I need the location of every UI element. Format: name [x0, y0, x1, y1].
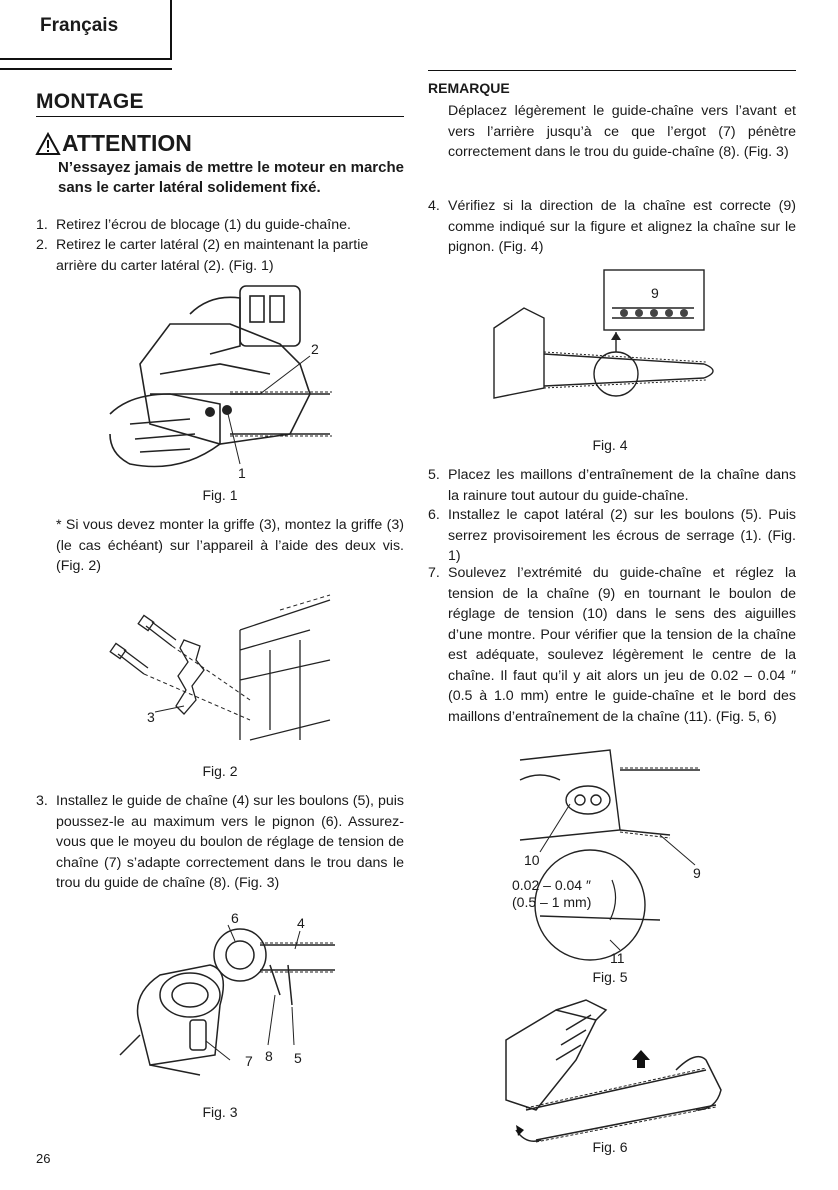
step-5 [428, 465, 796, 506]
fig4-illustration [494, 268, 724, 418]
step-text: Installez le capot latéral (2) sur les boulons (5). Puis serrez provisoirement les écrous de serrage (1). (Fig. 1) [448, 507, 796, 564]
remarque-title: REMARQUE [428, 80, 510, 96]
header-rule [0, 68, 172, 70]
step-number: 6. [428, 507, 440, 523]
section-rule [36, 116, 404, 117]
step-text: Retirez l’écrou de blocage (1) du guide-chaîne. [56, 217, 351, 233]
warning-triangle-icon [36, 133, 60, 155]
step-7 [428, 563, 796, 727]
attention-text: N’essayez jamais de mettre le moteur en marche sans le carter latéral solidement fixé. [58, 159, 404, 196]
fig6-illustration [496, 1000, 732, 1160]
fig2-caption: Fig. 2 [202, 763, 238, 779]
fig4-label-9: 9 [651, 285, 659, 301]
fig6-caption: Fig. 6 [592, 1139, 628, 1155]
attention-title: ATTENTION [62, 130, 192, 156]
fig5-label-9: 9 [693, 865, 701, 881]
step-number: 7. [428, 565, 440, 581]
step-number: 4. [428, 198, 440, 214]
step-text: Soulevez l’extrémité du guide-chaîne et réglez la tension de la chaîne (9) en tournant le boulon de réglage de tension (10) dans le sens des aiguilles d’une montre. Pour vérifier que la tension de la chaîne est adéquate, soulevez légèrement le centre de la chaîne. Il faut qu’il y ait alors un jeu de 0.02 – 0.04 ″ (0.5 à 1.0 mm) entre le guide-chaîne et le bord des maillons d’entraînement de la chaîne (11). (Fig. 5, 6) [448, 565, 796, 725]
step-2 [36, 235, 404, 276]
fig5-illustration [510, 740, 710, 965]
fig3-label-5: 5 [294, 1050, 302, 1066]
step-text: Vérifiez si la direction de la chaîne est correcte (9) comme indiqué sur la figure et alignez la chaîne sur le pignon. (Fig. 4) [448, 198, 796, 255]
fig3-label-7: 7 [245, 1053, 253, 1069]
note-griffe: * Si vous devez monter la griffe (3), montez la griffe (3) (le cas échéant) sur l’appareil à l’aide des deux vis. (Fig. 2) [56, 517, 404, 574]
fig2-illustration [100, 590, 340, 760]
fig5-label-11: 11 [610, 950, 625, 966]
fig3-label-8: 8 [265, 1048, 273, 1064]
step-3 [36, 791, 404, 894]
step-4 [428, 196, 796, 258]
step-number: 5. [428, 467, 440, 483]
step-6 [428, 505, 796, 567]
step-number: 2. [36, 237, 48, 253]
fig1-label-2: 2 [311, 341, 319, 357]
page-number: 26 [36, 1151, 51, 1166]
right-top-rule [428, 70, 796, 71]
fig4-caption: Fig. 4 [592, 437, 628, 453]
step-text: Installez le guide de chaîne (4) sur les boulons (5), puis poussez-le au maximum vers le pignon (6). Assurez-vous que le moyeu du boulon de réglage de tension de chaîne (7) s’adapte correctement dans le trou dans le trou du guide de chaîne (8). (Fig. 3) [56, 793, 404, 891]
step-text: Retirez le carter latéral (2) en maintenant la partie arrière du carter latéral (2). (Fig. 1) [56, 237, 369, 274]
fig5-caption: Fig. 5 [592, 969, 628, 985]
step-1 [36, 215, 404, 236]
step-number: 3. [36, 793, 48, 809]
fig3-caption: Fig. 3 [202, 1104, 238, 1120]
fig1-illustration [110, 284, 335, 480]
fig3-label-6: 6 [231, 910, 239, 926]
language-label: Français [40, 15, 119, 36]
fig1-label-1: 1 [238, 465, 246, 481]
fig3-label-4: 4 [297, 915, 305, 931]
step-number: 1. [36, 217, 48, 233]
step-text: Placez les maillons d’entraînement de la chaîne dans la rainure tout autour du guide-chaîne. [448, 467, 796, 504]
remarque-text: Déplacez légèrement le guide-chaîne vers l’avant et vers l’arrière jusqu’à ce que l’ergot (7) pénètre correctement dans le trou du guide-chaîne (8). (Fig. 3) [448, 103, 796, 160]
fig1-caption: Fig. 1 [202, 487, 238, 503]
fig3-illustration [120, 925, 340, 1075]
fig2-label-3: 3 [147, 709, 155, 725]
section-title: MONTAGE [36, 90, 144, 113]
fig5-label-10: 10 [524, 852, 540, 868]
fig5-gap-inches: 0.02 – 0.04 ″ [512, 877, 591, 893]
fig5-gap-mm: (0.5 – 1 mm) [512, 894, 592, 910]
language-tab [0, 0, 172, 60]
